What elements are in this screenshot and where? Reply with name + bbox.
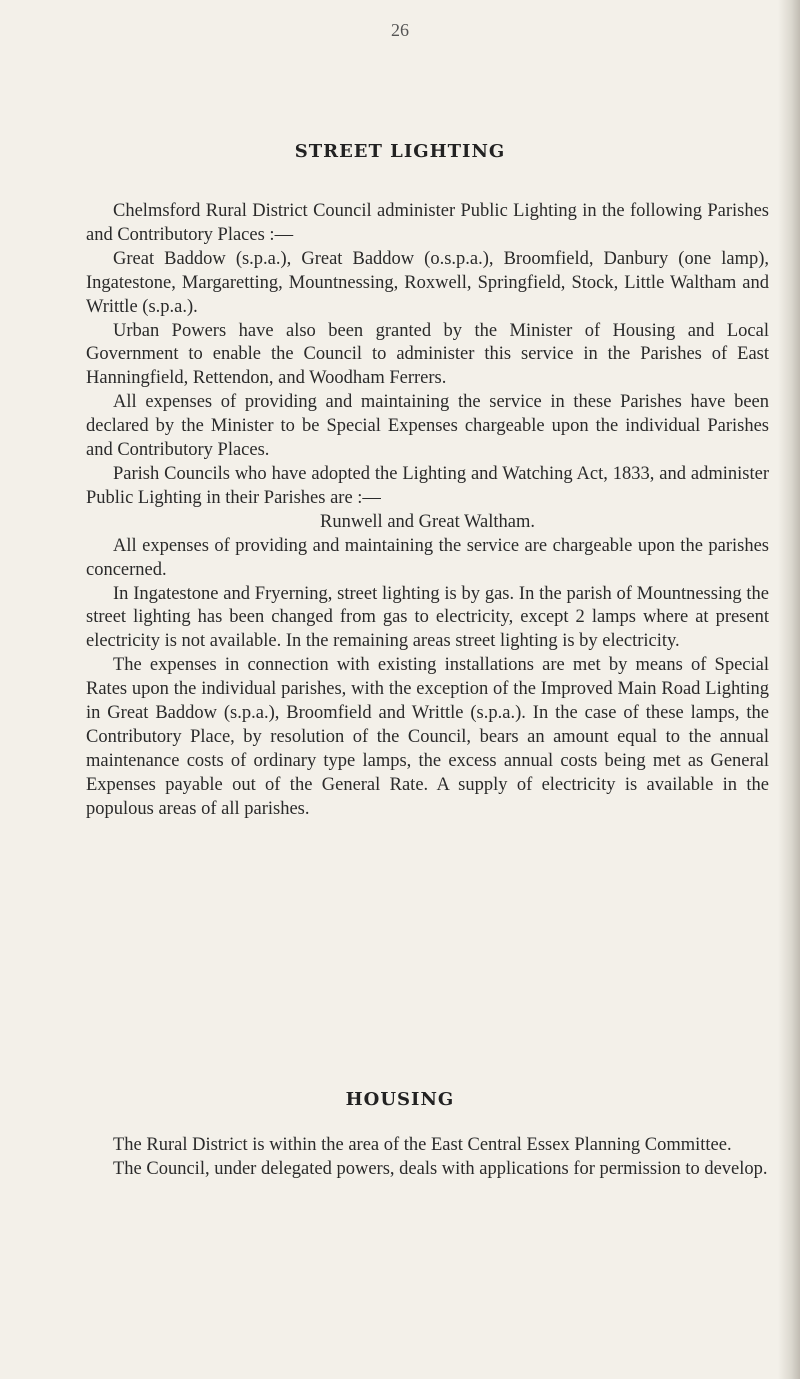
page-number: 26 [391,20,409,40]
housing-body [86,1134,769,1182]
paragraph: The expenses in connection with existing installations are met by means of Special Rates upon the individual parishes, with the exception of the Improved Main Road Lighting in Great Baddow (s.p.a.), Broomfield and Writtle (s.p.a.). In the case of these lamps, the Contributory Place, by resolution of the Council, bears an amount equal to the annual maintenance costs of ordinary type lamps, the excess annual costs being met as General Expenses payable out of the General Rate. A supply of electricity is available in the populous areas of all parishes. [86,655,769,819]
paragraph: The Council, under delegated powers, deals with applications for permission to develop. [113,1158,768,1179]
paragraph: Urban Powers have also been granted by the Minister of Housing and Local Government to enable the Council to administer this service in the Parishes of East Hanningfield, Rettendon, and Woodham Ferrers. [86,320,769,389]
street-lighting-heading: STREET LIGHTING [294,141,506,162]
paragraph: Chelmsford Rural District Council administer Public Lighting in the following Parishes and Contributory Places :— [86,201,769,245]
page-edge-shadow [778,0,800,1379]
paragraph: In Ingatestone and Fryerning, street lighting is by gas. In the parish of Mountnessing the street lighting has been changed from gas to electricity, except 2 lamps where at present electricity is not available. In the remaining areas street lighting is by electricity. [86,583,769,652]
paragraph: Parish Councils who have adopted the Lighting and Watching Act, 1833, and administer Public Lighting in their Parishes are :— [86,463,769,508]
housing-heading: HOUSING [345,1089,455,1110]
paragraph: Great Baddow (s.p.a.), Great Baddow (o.s.p.a.), Broomfield, Danbury (one lamp), Ingatestone, Margaretting, Mountnessing, Roxwell, Springfield, Stock, Little Waltham and Writtle (s.p.a.). [86,248,769,317]
parish-list-line: Runwell and Great Waltham. [320,511,535,532]
paragraph: All expenses of providing and maintaining the service in these Parishes have been declared by the Minister to be Special Expenses chargeable upon the individual Parishes and Contributory Places. [86,392,769,461]
paragraph: All expenses of providing and maintaining the service are chargeable upon the parishes concerned. [86,535,769,580]
paragraph: The Rural District is within the area of the East Central Essex Planning Committee. [113,1135,732,1155]
street-lighting-body [86,200,769,822]
